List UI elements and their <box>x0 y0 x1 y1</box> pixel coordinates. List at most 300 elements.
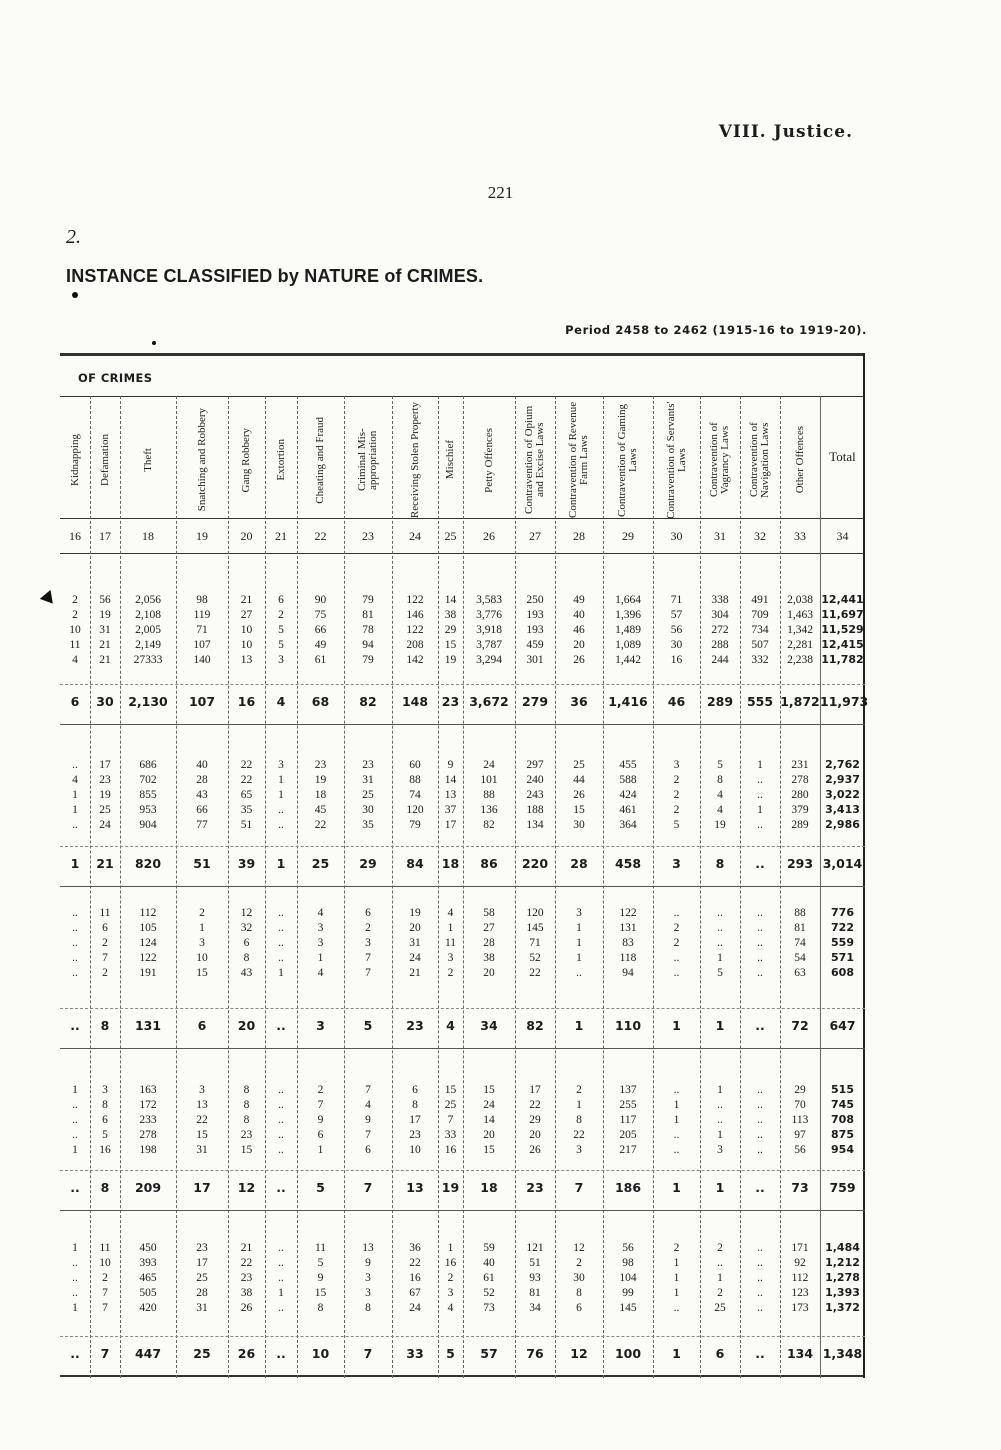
column-header <box>438 401 463 519</box>
column-number: 27 <box>529 529 541 543</box>
data-cell: 38 <box>444 609 457 621</box>
data-cell: 31 <box>362 774 374 786</box>
data-cell: 16 <box>444 1144 457 1156</box>
data-cell: 11 <box>99 907 111 919</box>
data-cell: 36 <box>409 1242 421 1254</box>
data-cell: 289 <box>791 819 809 831</box>
group-average: 30 <box>96 694 114 709</box>
data-cell: 78 <box>362 624 374 636</box>
group-average: 82 <box>359 694 377 709</box>
group-average: 4 <box>276 694 286 709</box>
column-header-label: Snatching and Robbery <box>195 408 208 512</box>
group-average: 5 <box>363 1018 373 1033</box>
group-average: 131 <box>134 1018 162 1033</box>
data-cell: 20 <box>409 922 421 934</box>
group-average: .. <box>70 1180 80 1195</box>
data-cell: 304 <box>711 609 729 621</box>
data-cell: 19 <box>714 819 726 831</box>
group-average: 220 <box>521 856 549 871</box>
data-cell: 131 <box>619 922 637 934</box>
group-average: 12 <box>237 1180 256 1195</box>
data-cell: 709 <box>751 609 769 621</box>
data-cell: .. <box>717 937 723 949</box>
group-average: 1 <box>276 856 286 871</box>
group-average: 23 <box>406 1018 424 1033</box>
data-cell: 217 <box>619 1144 637 1156</box>
data-cell: 15 <box>196 967 208 979</box>
data-cell: 3 <box>317 922 324 934</box>
column-header-label: Contravention of Vagrancy Laws <box>708 422 731 498</box>
group-average: 1,416 <box>608 694 648 709</box>
data-cell: 4 <box>365 1099 371 1111</box>
group-separator <box>60 1336 865 1337</box>
data-cell: 81 <box>362 609 374 621</box>
margin-arrow-icon <box>40 590 58 608</box>
data-cell: 23 <box>99 774 111 786</box>
data-cell: 1 <box>717 952 723 964</box>
group-average: 12 <box>570 1346 588 1361</box>
group-average: 18 <box>441 856 460 871</box>
data-cell: 65 <box>240 789 253 801</box>
data-cell: 46 <box>573 624 585 636</box>
data-cell: 24 <box>483 759 495 771</box>
column-header-label: Contravention of Revenue Farm Laws <box>567 401 590 519</box>
group-average: 8 <box>100 1180 110 1195</box>
data-cell: .. <box>757 1257 763 1269</box>
column-header-label: Criminal Mis-appropriation <box>356 428 379 492</box>
column-header-label: Other Offences <box>793 426 806 494</box>
data-cell: .. <box>757 1084 763 1096</box>
group-separator <box>60 1008 865 1009</box>
column-number: 28 <box>573 529 585 543</box>
data-cell: 145 <box>526 922 544 934</box>
data-cell: 21 <box>240 594 253 606</box>
data-cell: 3 <box>365 937 371 949</box>
group-average: .. <box>70 1018 80 1033</box>
data-cell: .. <box>278 952 284 964</box>
group-average: 8 <box>100 1018 110 1033</box>
data-cell: .. <box>72 1287 78 1299</box>
data-cell: .. <box>673 1302 680 1314</box>
data-cell: 58 <box>483 907 495 919</box>
group-average: 759 <box>829 1180 856 1195</box>
data-cell: 2 <box>576 1257 582 1269</box>
data-cell: 1 <box>576 1099 582 1111</box>
data-cell: 29 <box>794 1084 806 1096</box>
data-cell: 16 <box>99 1144 111 1156</box>
data-cell: 32 <box>240 922 253 934</box>
data-cell: 9 <box>365 1114 371 1126</box>
data-cell: 243 <box>526 789 544 801</box>
data-cell: .. <box>757 967 763 979</box>
data-cell: 2 <box>199 907 205 919</box>
group-average: 3,014 <box>822 856 863 871</box>
data-cell: .. <box>757 1144 763 1156</box>
data-cell: 123 <box>791 1287 809 1299</box>
data-cell: 1,489 <box>615 624 641 636</box>
data-cell: 23 <box>196 1242 208 1254</box>
group-average: 107 <box>188 694 216 709</box>
data-cell: 9 <box>447 759 454 771</box>
row-total: 12,415 <box>821 638 864 651</box>
group-average: 11,973 <box>820 694 869 709</box>
data-cell: 16 <box>409 1272 421 1284</box>
data-cell: 22 <box>240 1257 253 1269</box>
group-average: 82 <box>526 1018 544 1033</box>
data-cell: 5 <box>717 967 723 979</box>
data-cell: 3 <box>365 1272 371 1284</box>
data-cell: .. <box>278 1099 284 1111</box>
data-cell: 14 <box>483 1114 495 1126</box>
data-cell: 22 <box>409 1257 421 1269</box>
group-average: 36 <box>570 694 588 709</box>
data-cell: .. <box>757 774 763 786</box>
data-cell: 146 <box>406 609 424 621</box>
data-cell: 38 <box>240 1287 253 1299</box>
data-cell: .. <box>673 952 680 964</box>
data-cell: 507 <box>751 639 769 651</box>
data-cell: 30 <box>670 639 683 651</box>
data-cell: 2 <box>102 1272 108 1284</box>
data-cell: 142 <box>406 654 424 666</box>
column-header-label: Extortion <box>274 439 287 481</box>
data-cell: 37 <box>444 804 457 816</box>
group-average: 34 <box>480 1018 498 1033</box>
group-average: 5 <box>446 1346 455 1361</box>
data-cell: 28 <box>196 774 208 786</box>
data-cell: 29 <box>529 1114 541 1126</box>
data-cell: 734 <box>751 624 769 636</box>
data-cell: 23 <box>314 759 327 771</box>
data-cell: 56 <box>794 1144 806 1156</box>
group-average: 8 <box>715 856 725 871</box>
group-average: 10 <box>311 1346 330 1361</box>
data-cell: 16 <box>444 1257 457 1269</box>
data-cell: 12 <box>573 1242 585 1254</box>
data-cell: 2 <box>673 922 680 934</box>
data-cell: 6 <box>576 1302 582 1314</box>
data-cell: 26 <box>240 1302 253 1314</box>
data-cell: 1 <box>447 1242 454 1254</box>
data-cell: 40 <box>483 1257 495 1269</box>
data-cell: .. <box>72 907 78 919</box>
data-cell: 8 <box>243 1099 250 1111</box>
data-cell: 6 <box>412 1084 418 1096</box>
row-total: 3,413 <box>825 803 860 816</box>
group-average: 23 <box>441 694 460 709</box>
data-cell: 11 <box>314 1242 327 1254</box>
column-header <box>463 401 515 519</box>
column-number: 34 <box>836 529 849 543</box>
data-cell: 43 <box>240 967 253 979</box>
data-cell: 24 <box>409 1302 421 1314</box>
group-rule <box>60 1048 865 1049</box>
data-cell: 2 <box>102 967 108 979</box>
data-cell: 7 <box>102 952 108 964</box>
ink-dot <box>152 341 156 345</box>
data-cell: 4 <box>72 774 78 786</box>
data-cell: 1 <box>278 967 284 979</box>
data-cell: 505 <box>139 1287 157 1299</box>
group-rule <box>60 1210 865 1211</box>
column-number: 29 <box>622 529 634 543</box>
data-cell: .. <box>278 922 284 934</box>
data-cell: 11 <box>444 937 457 949</box>
column-number: 32 <box>754 529 766 543</box>
data-cell: 118 <box>619 952 637 964</box>
data-cell: 104 <box>619 1272 637 1284</box>
group-average: 7 <box>100 1346 110 1361</box>
data-cell: 4 <box>72 654 78 666</box>
data-cell: 120 <box>406 804 424 816</box>
row-total: 745 <box>831 1098 854 1111</box>
data-cell: .. <box>717 1114 723 1126</box>
data-cell: 94 <box>622 967 634 979</box>
data-cell: 8 <box>243 1114 250 1126</box>
row-total: 12,441 <box>821 593 864 606</box>
data-cell: 124 <box>139 937 157 949</box>
data-cell: 1 <box>717 1272 723 1284</box>
group-average: 28 <box>570 856 588 871</box>
data-cell: 19 <box>314 774 327 786</box>
data-cell: 2 <box>278 609 284 621</box>
data-cell: 94 <box>362 639 374 651</box>
data-cell: 2 <box>717 1242 723 1254</box>
group-average: 25 <box>193 1346 211 1361</box>
data-cell: .. <box>757 1272 763 1284</box>
group-average: 209 <box>134 1180 162 1195</box>
data-cell: 1 <box>673 1114 680 1126</box>
data-cell: 57 <box>670 609 683 621</box>
data-cell: 13 <box>196 1099 208 1111</box>
column-header-label: Cheating and Fraud <box>314 416 326 504</box>
data-cell: 81 <box>529 1287 541 1299</box>
group-average: 23 <box>526 1180 544 1195</box>
data-cell: 173 <box>791 1302 809 1314</box>
data-cell: 2 <box>673 789 680 801</box>
data-cell: 11 <box>99 1242 111 1254</box>
group-average: .. <box>276 1180 286 1195</box>
data-cell: 6 <box>278 594 284 606</box>
data-cell: 17 <box>409 1114 421 1126</box>
data-cell: 702 <box>139 774 157 786</box>
data-cell: 1 <box>72 1144 78 1156</box>
group-average: 68 <box>311 694 330 709</box>
group-average: 1,348 <box>822 1346 863 1361</box>
data-cell: 26 <box>529 1144 541 1156</box>
column-number: 33 <box>794 529 806 543</box>
data-cell: 3 <box>576 1144 582 1156</box>
data-cell: 8 <box>317 1302 324 1314</box>
table-top-rule <box>60 353 865 356</box>
row-total: 11,529 <box>821 623 864 636</box>
data-cell: 1 <box>673 1287 680 1299</box>
data-cell: 40 <box>196 759 208 771</box>
data-cell: 278 <box>139 1129 157 1141</box>
data-cell: 250 <box>526 594 544 606</box>
data-cell: 31 <box>196 1302 208 1314</box>
row-total: 1,212 <box>825 1256 860 1269</box>
data-cell: 7 <box>365 1084 371 1096</box>
data-cell: 6 <box>102 922 108 934</box>
data-cell: 6 <box>365 907 371 919</box>
column-header <box>392 401 438 519</box>
group-average: 86 <box>480 856 498 871</box>
column-header <box>653 401 700 519</box>
data-cell: 198 <box>139 1144 157 1156</box>
data-cell: 8 <box>243 1084 250 1096</box>
data-cell: 25 <box>196 1272 208 1284</box>
data-cell: 7 <box>102 1302 108 1314</box>
row-total: 722 <box>831 921 854 934</box>
column-number: 21 <box>275 529 287 543</box>
data-cell: 1 <box>576 922 582 934</box>
group-average: 110 <box>614 1018 642 1033</box>
data-cell: 297 <box>526 759 544 771</box>
group-separator <box>60 1170 865 1171</box>
data-cell: 30 <box>573 1272 585 1284</box>
column-header <box>740 401 780 519</box>
data-cell: 19 <box>409 907 421 919</box>
data-cell: 465 <box>139 1272 157 1284</box>
section-heading: VIII. Justice. <box>718 122 853 142</box>
data-cell: 17 <box>529 1084 541 1096</box>
data-cell: 43 <box>196 789 208 801</box>
row-total: 3,022 <box>825 788 860 801</box>
data-cell: .. <box>278 1114 284 1126</box>
data-cell: 1 <box>447 922 454 934</box>
data-cell: 88 <box>483 789 495 801</box>
group-average: 72 <box>791 1018 809 1033</box>
data-cell: 15 <box>196 1129 208 1141</box>
data-cell: 24 <box>99 819 111 831</box>
table-title: INSTANCE CLASSIFIED by NATURE of CRIMES. <box>66 266 484 286</box>
row-total: 1,278 <box>825 1271 860 1284</box>
data-cell: 56 <box>670 624 683 636</box>
group-average: 17 <box>193 1180 211 1195</box>
data-cell: 49 <box>573 594 585 606</box>
data-cell: 31 <box>196 1144 208 1156</box>
group-average: 2,130 <box>128 694 168 709</box>
data-cell: 5 <box>278 624 284 636</box>
data-cell: 27 <box>240 609 253 621</box>
row-total: 708 <box>831 1113 854 1126</box>
group-average: 6 <box>70 694 80 709</box>
column-header-label: Gang Robbery <box>240 427 252 493</box>
data-cell: .. <box>717 907 723 919</box>
group-average: 1 <box>672 1018 681 1033</box>
data-cell: 1 <box>757 804 763 816</box>
data-cell: 3 <box>102 1084 108 1096</box>
data-cell: 27 <box>483 922 495 934</box>
column-header-label: Contravention of Opium and Excise Laws <box>523 405 546 515</box>
data-cell: 491 <box>751 594 769 606</box>
data-cell: .. <box>72 1099 78 1111</box>
data-cell: 107 <box>193 639 211 651</box>
data-cell: 93 <box>529 1272 541 1284</box>
data-cell: 1,396 <box>615 609 641 621</box>
data-cell: 163 <box>139 1084 157 1096</box>
data-cell: 13 <box>444 789 457 801</box>
data-cell: 3,776 <box>476 609 502 621</box>
data-cell: 90 <box>314 594 327 606</box>
group-average: .. <box>276 1346 286 1361</box>
group-average: 3,672 <box>469 694 509 709</box>
group-average: 6 <box>197 1018 207 1033</box>
group-average: 19 <box>441 1180 460 1195</box>
data-cell: .. <box>757 1302 763 1314</box>
data-cell: 122 <box>406 624 424 636</box>
data-cell: 23 <box>240 1272 253 1284</box>
data-cell: 74 <box>409 789 421 801</box>
data-cell: 686 <box>139 759 157 771</box>
data-cell: 188 <box>526 804 544 816</box>
column-header <box>780 401 820 519</box>
data-cell: 27333 <box>133 654 163 666</box>
data-cell: 21 <box>240 1242 253 1254</box>
data-cell: 2 <box>673 774 680 786</box>
group-average: 29 <box>359 856 377 871</box>
data-cell: 7 <box>365 1129 371 1141</box>
data-cell: 244 <box>711 654 729 666</box>
row-total: 1,393 <box>825 1286 860 1299</box>
group-average: .. <box>755 1018 765 1033</box>
data-cell: 19 <box>99 609 111 621</box>
data-cell: 23 <box>409 1129 421 1141</box>
group-average: .. <box>70 1346 80 1361</box>
data-cell: 6 <box>317 1129 324 1141</box>
data-cell: 3 <box>673 759 680 771</box>
data-cell: 364 <box>619 819 637 831</box>
data-cell: 71 <box>196 624 208 636</box>
data-cell: 7 <box>447 1114 454 1126</box>
data-cell: 10 <box>69 624 81 636</box>
data-cell: .. <box>278 1242 284 1254</box>
data-cell: .. <box>673 1144 680 1156</box>
data-cell: 15 <box>483 1144 495 1156</box>
data-cell: 1 <box>199 922 205 934</box>
data-cell: .. <box>278 804 284 816</box>
data-cell: 14 <box>444 594 457 606</box>
data-cell: 6 <box>102 1114 108 1126</box>
data-cell: 10 <box>409 1144 421 1156</box>
data-cell: 75 <box>314 609 327 621</box>
data-cell: 2 <box>673 1242 680 1254</box>
data-cell: 278 <box>791 774 809 786</box>
data-cell: .. <box>673 1129 680 1141</box>
data-cell: 61 <box>314 654 327 666</box>
data-cell: 7 <box>365 952 371 964</box>
data-cell: .. <box>278 1257 284 1269</box>
data-cell: 6 <box>243 937 250 949</box>
data-cell: .. <box>757 789 763 801</box>
column-number: 19 <box>196 529 208 543</box>
group-average: 186 <box>614 1180 642 1195</box>
data-cell: 79 <box>409 819 421 831</box>
data-cell: 25 <box>362 789 374 801</box>
data-cell: 2 <box>72 594 78 606</box>
data-cell: 5 <box>717 759 723 771</box>
data-cell: 7 <box>317 1099 324 1111</box>
data-cell: 34 <box>529 1302 541 1314</box>
row-total: 515 <box>831 1083 854 1096</box>
data-cell: 51 <box>240 819 253 831</box>
data-cell: .. <box>576 967 582 979</box>
data-cell: 12 <box>240 907 253 919</box>
data-cell: 4 <box>447 1302 454 1314</box>
data-cell: 5 <box>673 819 680 831</box>
data-cell: 25 <box>99 804 111 816</box>
